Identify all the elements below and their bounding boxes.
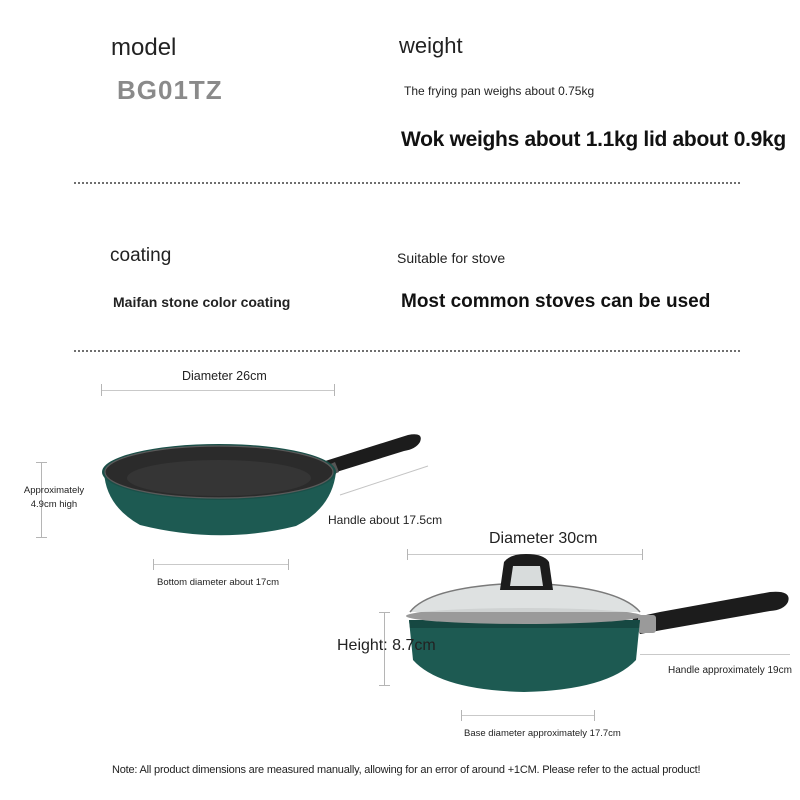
coating-label: coating bbox=[110, 245, 172, 266]
wok-base-label: Base diameter approximately 17.7cm bbox=[464, 728, 621, 739]
weight-wok: Wok weighs about 1.1kg lid about 0.9kg bbox=[401, 128, 786, 151]
model-value: BG01TZ bbox=[117, 75, 223, 105]
frying-pan-height-line2: 4.9cm high bbox=[30, 499, 78, 510]
model-label: model bbox=[111, 34, 177, 61]
frying-pan-bottom-label: Bottom diameter about 17cm bbox=[157, 577, 279, 588]
stove-value: Most common stoves can be used bbox=[401, 291, 711, 312]
measurement-note: Note: All product dimensions are measured manually, allowing for an error of around +1CM. Please refer to the actual product! bbox=[112, 764, 701, 776]
wok-handle-line bbox=[640, 654, 790, 655]
frying-pan-handle-label: Handle about 17.5cm bbox=[328, 513, 443, 527]
frying-pan-diameter-label: Diameter 26cm bbox=[182, 369, 267, 383]
wok-handle-label: Handle approximately 19cm bbox=[668, 665, 792, 676]
wok-diameter-label: Diameter 30cm bbox=[489, 530, 598, 547]
wok-height-label: Height: 8.7cm bbox=[337, 637, 436, 654]
weight-frying-pan: The frying pan weighs about 0.75kg bbox=[404, 84, 595, 98]
weight-label: weight bbox=[399, 33, 463, 58]
frying-pan-height-line1: Approximately bbox=[23, 485, 85, 496]
stove-label: Suitable for stove bbox=[397, 250, 506, 266]
coating-value: Maifan stone color coating bbox=[113, 294, 291, 310]
wok-base-line bbox=[461, 715, 595, 716]
